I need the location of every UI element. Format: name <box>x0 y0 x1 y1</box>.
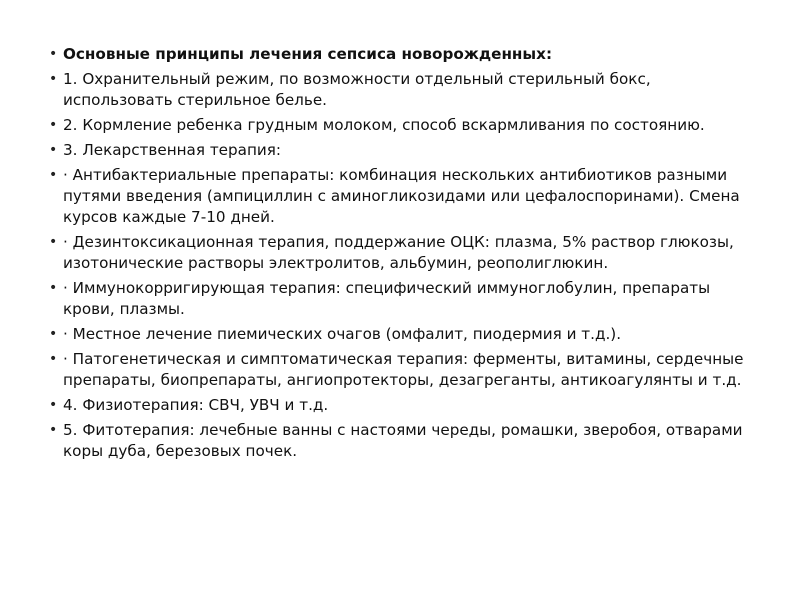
list-item-text: · Иммунокорригирующая терапия: специфический иммуноглобулин, препараты крови, плазмы. <box>63 279 711 318</box>
list-item <box>48 140 760 161</box>
list-item-text: · Местное лечение пиемических очагов (омфалит, пиодермия и т.д.). <box>63 325 622 343</box>
list-item <box>48 232 760 274</box>
list-item <box>48 349 760 391</box>
list-item <box>48 278 760 320</box>
list-item-text: 4. Физиотерапия: СВЧ, УВЧ и т.д. <box>63 396 329 414</box>
bullet-icon: • <box>49 46 58 62</box>
list-item <box>48 420 760 462</box>
bullet-icon: • <box>49 280 58 296</box>
bullet-icon: • <box>49 351 58 367</box>
slide-content <box>48 44 760 466</box>
list-item-text: Основные принципы лечения сепсиса новорожденных: <box>63 45 553 63</box>
list-item <box>48 324 760 345</box>
list-item-text: 5. Фитотерапия: лечебные ванны с настоями череды, ромашки, зверобоя, отварами коры дуба, березовых почек. <box>63 421 743 460</box>
bullet-icon: • <box>49 71 58 87</box>
list-item-text: 1. Охранительный режим, по возможности отдельный стерильный бокс, использовать стерильное белье. <box>63 70 651 109</box>
bullet-icon: • <box>49 397 58 413</box>
bullet-icon: • <box>49 234 58 250</box>
list-item-text: 3. Лекарственная терапия: <box>63 141 282 159</box>
list-item-text: 2. Кормление ребенка грудным молоком, способ вскармливания по состоянию. <box>63 116 705 134</box>
bullet-icon: • <box>49 326 58 342</box>
bullet-icon: • <box>49 422 58 438</box>
bullet-list <box>48 44 760 462</box>
list-item <box>48 44 760 65</box>
list-item <box>48 115 760 136</box>
bullet-icon: • <box>49 117 58 133</box>
list-item <box>48 69 760 111</box>
list-item <box>48 395 760 416</box>
list-item-text: · Патогенетическая и симптоматическая терапия: ферменты, витамины, сердечные препараты, биопрепараты, ангиопротекторы, дезагреганты, антикоагулянты и т.д. <box>63 350 744 389</box>
list-item-text: · Дезинтоксикационная терапия, поддержание ОЦК: плазма, 5% раствор глюкозы, изотонические растворы электролитов, альбумин, реополиглюкин. <box>63 233 734 272</box>
bullet-icon: • <box>49 142 58 158</box>
list-item-text: · Антибактериальные препараты: комбинация нескольких антибиотиков разными путями введения (ампициллин с аминогликозидами или цефалоспоринами). Смена курсов каждые 7-10 дней. <box>63 166 740 226</box>
list-item <box>48 165 760 228</box>
bullet-icon: • <box>49 167 58 183</box>
